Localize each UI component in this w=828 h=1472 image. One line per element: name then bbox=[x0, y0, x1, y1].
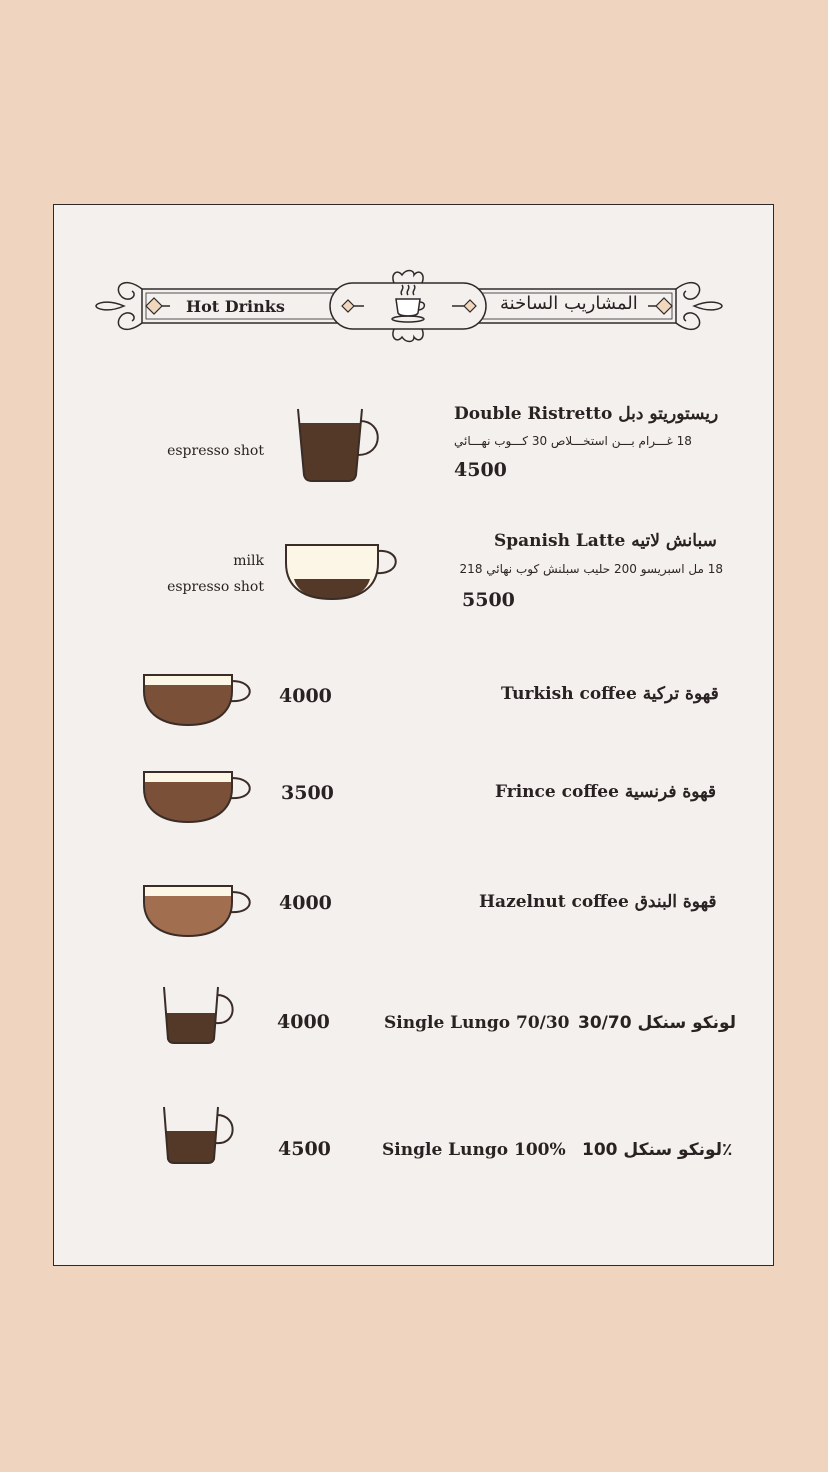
lungo-glass-icon bbox=[160, 1103, 236, 1167]
item-note: espresso shot bbox=[167, 443, 264, 459]
item-title: Double Ristretto ريستوريتو دبل bbox=[454, 404, 719, 424]
coffee-cup-icon bbox=[140, 768, 256, 826]
item-price: 4500 bbox=[454, 459, 507, 481]
item-description: 18 مل اسبريسو 200 حليب سبلنش كوب نهائي 218 bbox=[459, 562, 723, 576]
coffee-cup-icon bbox=[140, 671, 256, 729]
espresso-glass-icon bbox=[292, 405, 388, 485]
item-title-ar: لونكو سنكل 30/70 bbox=[578, 1013, 737, 1033]
item-price: 3500 bbox=[281, 782, 334, 804]
item-description: 18 غـــرام بـــن استخـــلاص 30 كـــوب نهـــائي bbox=[454, 434, 692, 448]
header-title-ar: المشاريب الساخنة bbox=[500, 293, 638, 314]
item-note: espresso shot bbox=[167, 579, 264, 595]
item-price: 4000 bbox=[279, 685, 332, 707]
item-price: 4000 bbox=[279, 892, 332, 914]
item-title-en: Single Lungo 70/30 bbox=[384, 1013, 570, 1033]
lungo-glass-icon bbox=[160, 983, 236, 1047]
item-title: Turkish coffee قهوة تركية bbox=[501, 684, 719, 704]
item-price: 4000 bbox=[277, 1011, 330, 1033]
item-title-en: Single Lungo 100% bbox=[382, 1140, 566, 1160]
item-title-ar: لونكو سنكل 100٪ bbox=[582, 1140, 733, 1160]
item-note: milk bbox=[233, 553, 264, 569]
item-title: Hazelnut coffee قهوة البندق bbox=[479, 892, 717, 912]
menu-card bbox=[53, 204, 774, 1266]
item-title: Spanish Latte سبانش لاتيه bbox=[494, 531, 717, 551]
header-title-en: Hot Drinks bbox=[186, 297, 285, 316]
latte-cup-icon bbox=[282, 541, 404, 603]
coffee-cup-icon bbox=[140, 882, 256, 940]
item-title: Frince coffee قهوة فرنسية bbox=[495, 782, 717, 802]
item-price: 4500 bbox=[278, 1138, 331, 1160]
item-price: 5500 bbox=[462, 589, 515, 611]
